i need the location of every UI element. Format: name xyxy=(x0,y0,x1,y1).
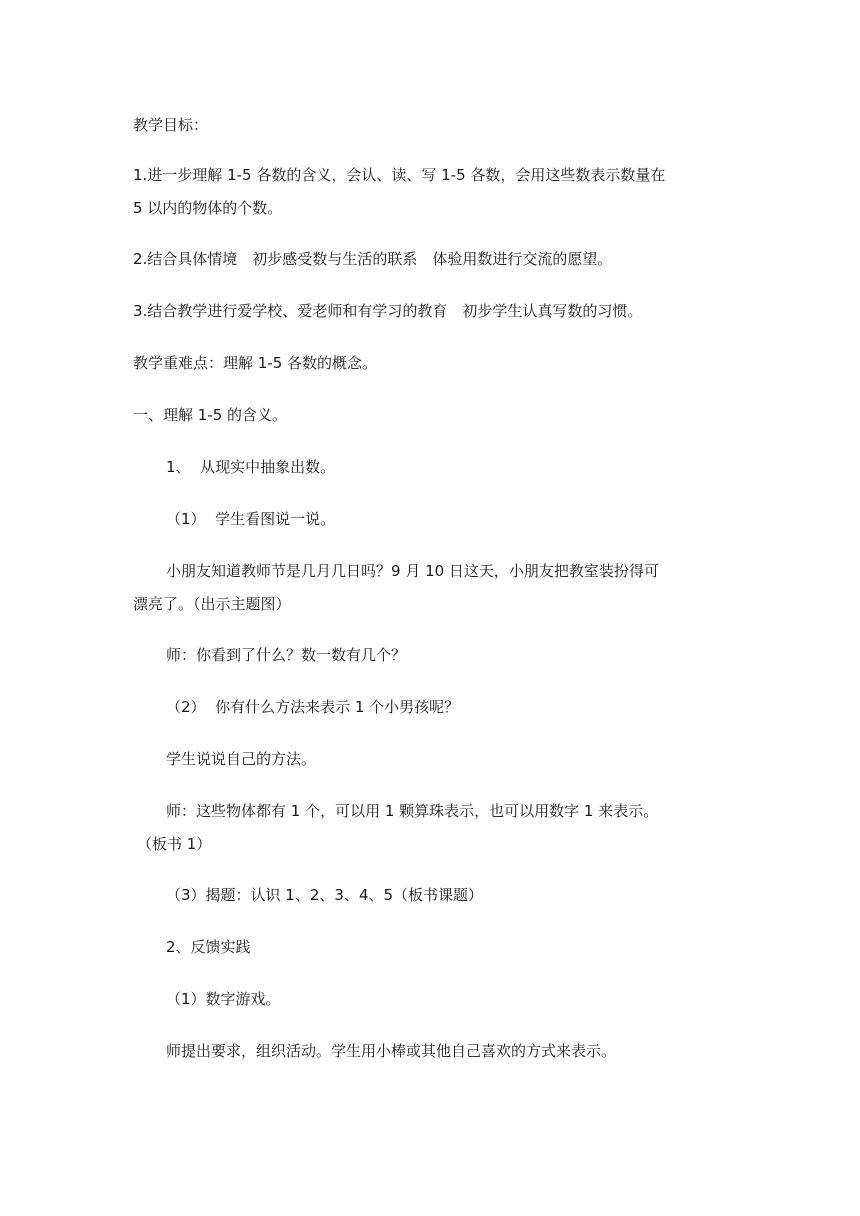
subsection-1-heading: 1、 从现实中抽象出数。 xyxy=(166,458,336,476)
item-1: （1） 学生看图说一说。 xyxy=(166,510,336,528)
paragraph-1-line-2: 漂亮了。（出示主题图） xyxy=(133,595,291,613)
subsection-2-heading: 2、反馈实践 xyxy=(166,938,251,956)
objective-1-line-1: 1.进一步理解 1-5 各数的含义，会认、读、写 1-5 各数，会用这些数表示数量在 xyxy=(133,166,666,184)
teacher-line-2: 师：这些物体都有 1 个，可以用 1 颗算珠表示，也可以用数字 1 来表示。 xyxy=(166,802,659,820)
item-2: （2） 你有什么方法来表示 1 个小男孩呢？ xyxy=(166,698,460,716)
teacher-line-1: 师：你看到了什么？数一数有几个？ xyxy=(166,646,407,664)
item-3: （3）揭题：认识 1、2、3、4、5（板书课题） xyxy=(166,886,484,904)
section-1-heading: 一、理解 1-5 的含义。 xyxy=(133,406,288,424)
student-line-1: 学生说说自己的方法。 xyxy=(166,750,317,768)
objectives-heading: 教学目标： xyxy=(133,116,209,134)
objective-3: 3.结合教学进行爱学校、爱老师和有学习的教育 初步学生认真写数的习惯。 xyxy=(133,302,643,320)
item-4: （1）数字游戏。 xyxy=(166,990,281,1008)
objective-1-line-2: 5 以内的物体的个数。 xyxy=(133,199,283,217)
teacher-line-2-cont: （板书 1） xyxy=(137,835,212,853)
objective-2: 2.结合具体情境 初步感受数与生活的联系 体验用数进行交流的愿望。 xyxy=(133,250,613,268)
teacher-line-3: 师提出要求，组织活动。学生用小棒或其他自己喜欢的方式来表示。 xyxy=(166,1042,617,1060)
key-points: 教学重难点：理解 1-5 各数的概念。 xyxy=(133,354,378,372)
paragraph-1-line-1: 小朋友知道教师节是几月几日吗？9 月 10 日这天，小朋友把教室装扮得可 xyxy=(166,562,659,580)
